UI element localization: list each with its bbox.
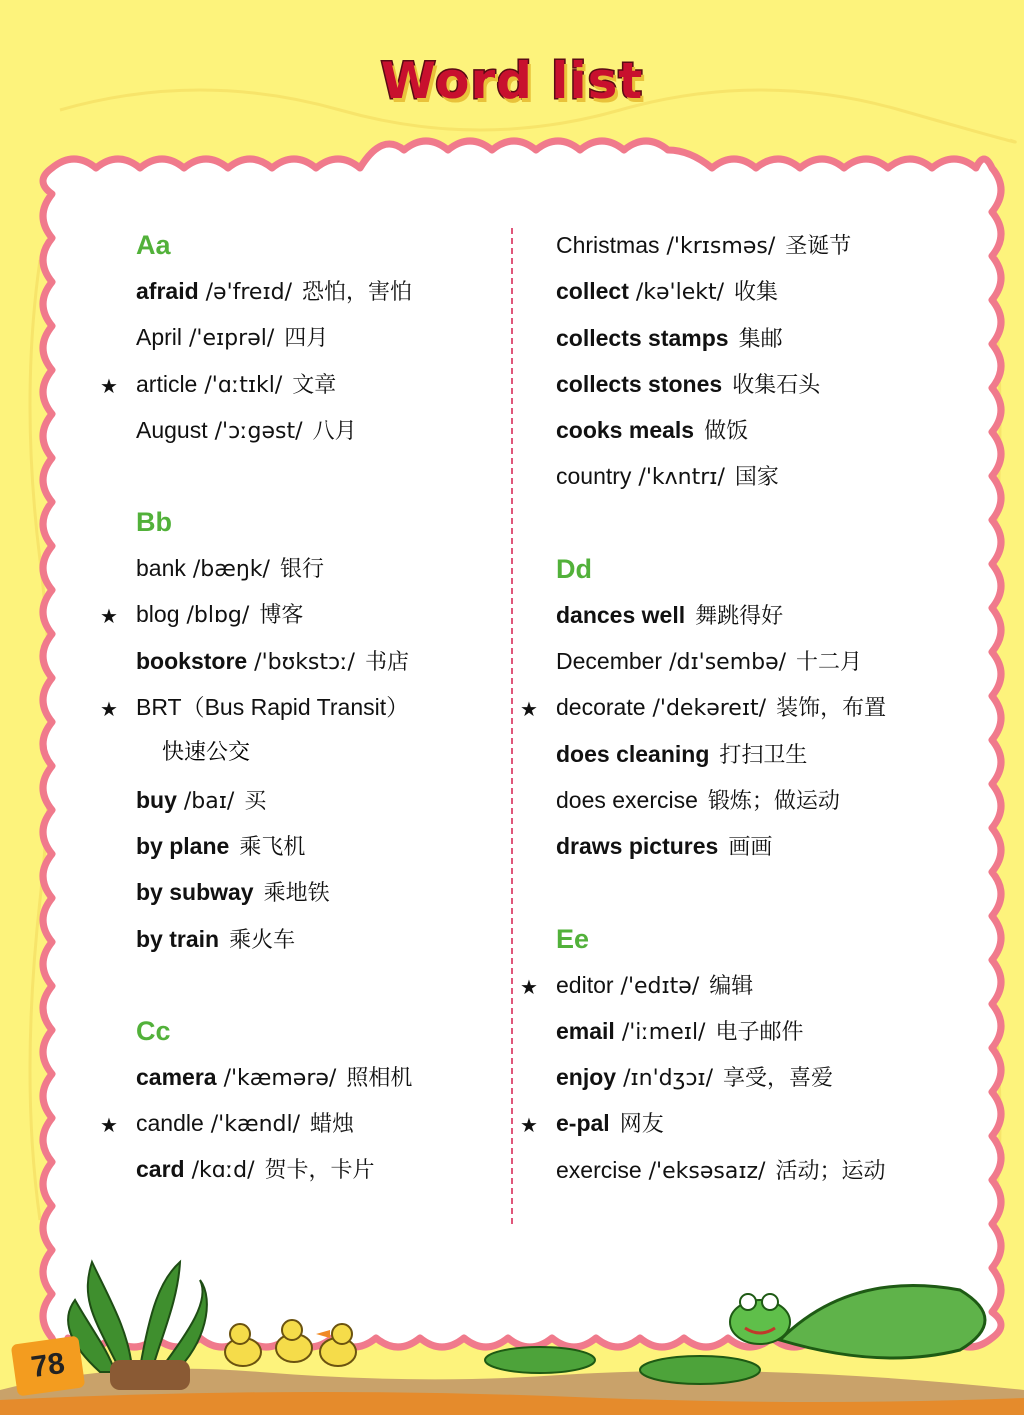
ducklings-icon xyxy=(225,1320,356,1366)
word-entry xyxy=(100,407,500,453)
word-entry xyxy=(100,684,500,730)
word-entry xyxy=(100,869,500,915)
entry-phonetic: /'ɑːtɪkl/ xyxy=(197,372,283,398)
entry-translation: 十二月 xyxy=(796,650,863,676)
entry-phonetic: /ə'freɪd/ xyxy=(198,280,293,305)
entry-translation: 国家 xyxy=(734,465,779,491)
word-entry xyxy=(520,222,950,268)
section-gap xyxy=(520,870,950,916)
frog-on-leaf-icon xyxy=(730,1286,985,1358)
word-entry xyxy=(520,962,950,1008)
section-letter: Dd xyxy=(556,553,592,584)
entry-word: candle xyxy=(136,1110,204,1137)
entry-phonetic: /'eksəsaɪz/ xyxy=(641,1158,766,1184)
entry-phonetic: /baɪ/ xyxy=(176,788,235,814)
entry-translation: 集邮 xyxy=(738,326,783,352)
word-entry xyxy=(520,407,950,453)
word-entry xyxy=(520,453,950,499)
entry-translation: 博客 xyxy=(259,603,304,629)
entry-translation: 乘火车 xyxy=(229,927,296,953)
right-column xyxy=(520,222,950,1193)
entry-translation: 锻炼；做运动 xyxy=(707,788,840,814)
entry-phonetic: /bæŋk/ xyxy=(185,557,270,583)
entry-word: collects stones xyxy=(556,370,723,397)
word-entry xyxy=(100,268,500,314)
entry-translation: 贺卡，卡片 xyxy=(264,1158,375,1184)
section-gap xyxy=(100,962,500,1008)
entry-phonetic: /'ɔːgəst/ xyxy=(207,418,303,444)
left-column xyxy=(100,222,500,1193)
entry-phonetic: /'eɪprəl/ xyxy=(182,326,275,352)
word-entry xyxy=(100,638,500,684)
entry-word: by subway xyxy=(136,879,254,906)
star-icon: ★ xyxy=(100,604,118,629)
entry-translation: 银行 xyxy=(279,557,324,583)
word-entry xyxy=(520,1008,950,1054)
word-entry xyxy=(520,268,950,314)
word-entry xyxy=(520,684,950,730)
entry-translation: 画画 xyxy=(728,835,773,861)
star-icon: ★ xyxy=(100,1113,118,1138)
entry-translation: 编辑 xyxy=(709,973,754,999)
entry-translation: 圣诞节 xyxy=(785,234,852,259)
section-letter: Cc xyxy=(136,1015,171,1046)
entry-word: by plane xyxy=(136,832,230,859)
word-entry xyxy=(520,315,950,361)
section-gap xyxy=(100,453,500,499)
entry-translation: 四月 xyxy=(284,326,329,352)
entry-translation: 乘地铁 xyxy=(263,881,330,907)
word-entry xyxy=(100,1100,500,1146)
entry-word: e-pal xyxy=(556,1110,610,1137)
word-entry xyxy=(100,777,500,823)
lily-pad-icon xyxy=(640,1356,760,1384)
entry-word: April xyxy=(136,324,183,351)
entry-word: camera xyxy=(136,1063,217,1090)
entry-word: by train xyxy=(136,925,220,952)
star-icon: ★ xyxy=(520,697,538,722)
entry-translation: 文章 xyxy=(292,372,337,398)
word-entry xyxy=(520,1054,950,1100)
word-entry xyxy=(100,916,500,962)
entry-word: bookstore xyxy=(136,647,248,674)
entry-word: country xyxy=(556,463,632,490)
section-letter: Bb xyxy=(136,507,172,538)
section-letter: Ee xyxy=(556,923,590,954)
word-entry xyxy=(520,1147,950,1193)
entry-translation: 恐怕，害怕 xyxy=(302,280,413,305)
word-entry xyxy=(100,361,500,407)
entry-word: buy xyxy=(136,786,177,813)
entry-word: cooks meals xyxy=(556,417,695,444)
word-entry xyxy=(520,361,950,407)
entry-translation: 电子邮件 xyxy=(715,1019,804,1045)
entry-translation: 舞跳得好 xyxy=(695,603,784,629)
entry-phonetic: /'iːmeɪl/ xyxy=(614,1019,706,1045)
pond-scene-illustration xyxy=(0,1240,1024,1415)
word-entry xyxy=(100,1054,500,1100)
entry-word: does cleaning xyxy=(556,740,710,767)
entry-word: article xyxy=(136,370,198,397)
entry-translation: 活动；运动 xyxy=(775,1158,886,1184)
entry-phonetic: /'bʊkstɔː/ xyxy=(247,649,355,675)
entry-phonetic: /'krɪsməs/ xyxy=(659,234,776,259)
entry-word: decorate xyxy=(556,694,646,721)
entry-translation: 蜡烛 xyxy=(310,1112,355,1138)
word-entry xyxy=(520,592,950,638)
entry-translation: 乘飞机 xyxy=(239,834,306,860)
entry-translation-continued: 快速公交 xyxy=(162,740,251,766)
entry-word: Christmas xyxy=(556,232,660,258)
entry-phonetic: /blɒg/ xyxy=(179,603,250,629)
entry-word: bank xyxy=(136,555,186,582)
word-entry xyxy=(520,1100,950,1146)
entry-phonetic: /'kæmərə/ xyxy=(216,1065,337,1091)
entry-translation: 收集 xyxy=(734,280,779,306)
entry-phonetic: /'edɪtə/ xyxy=(613,973,700,999)
column-divider xyxy=(511,228,513,1224)
star-icon: ★ xyxy=(520,1113,538,1138)
entry-translation: 网友 xyxy=(619,1112,664,1138)
entry-phonetic: /'dekəreɪt/ xyxy=(645,696,767,722)
word-entry xyxy=(520,823,950,869)
star-icon: ★ xyxy=(520,974,538,999)
entry-translation: 买 xyxy=(244,788,267,814)
star-icon: ★ xyxy=(100,697,118,722)
entry-phonetic: /'kændl/ xyxy=(203,1112,301,1138)
entry-translation: 享受，喜爱 xyxy=(723,1066,834,1092)
entry-word: exercise xyxy=(556,1156,642,1183)
entry-translation: 打扫卫生 xyxy=(719,742,808,768)
entry-word: dances well xyxy=(556,601,686,628)
entry-translation: 装饰，布置 xyxy=(776,696,887,722)
water-plant-icon xyxy=(68,1262,207,1372)
entry-phonetic: /kɑːd/ xyxy=(184,1158,255,1184)
entry-word: August xyxy=(136,416,208,443)
page-title: Word list xyxy=(380,52,644,110)
entry-word: blog xyxy=(136,601,180,628)
entry-word: afraid xyxy=(136,278,199,304)
entry-word: card xyxy=(136,1156,185,1183)
section-gap xyxy=(520,500,950,546)
star-icon: ★ xyxy=(100,373,118,398)
word-entry xyxy=(520,731,950,777)
lily-pad-icon xyxy=(485,1347,595,1373)
entry-word: collect xyxy=(556,278,629,305)
entry-phonetic: /ɪn'dʒɔɪ/ xyxy=(616,1066,713,1092)
word-entry xyxy=(100,545,500,591)
entry-phonetic: /'kʌntrɪ/ xyxy=(631,465,725,491)
entry-word: collects stamps xyxy=(556,324,729,351)
entry-translation: 书店 xyxy=(364,649,409,675)
section-letter: Aa xyxy=(136,230,171,260)
entry-phonetic: /dɪ'sembə/ xyxy=(662,650,787,676)
entry-translation: 收集石头 xyxy=(732,372,821,398)
entry-word: does exercise xyxy=(556,786,698,813)
word-entry xyxy=(520,777,950,823)
entry-phonetic: /kə'lekt/ xyxy=(628,280,725,306)
word-entry xyxy=(100,314,500,360)
entry-word: email xyxy=(556,1017,615,1044)
word-entry xyxy=(100,823,500,869)
entry-word: enjoy xyxy=(556,1064,617,1091)
entry-translation: 照相机 xyxy=(346,1065,413,1091)
word-entry xyxy=(100,591,500,637)
word-entry xyxy=(100,1146,500,1192)
word-entry xyxy=(520,638,950,684)
entry-translation: 做饭 xyxy=(704,419,749,445)
entry-word: editor xyxy=(556,971,614,998)
entry-word: BRT（Bus Rapid Transit） xyxy=(136,694,410,721)
entry-translation: 八月 xyxy=(312,418,357,444)
page-number: 78 xyxy=(11,1336,86,1397)
entry-word: draws pictures xyxy=(556,833,719,860)
entry-word: December xyxy=(556,648,663,675)
